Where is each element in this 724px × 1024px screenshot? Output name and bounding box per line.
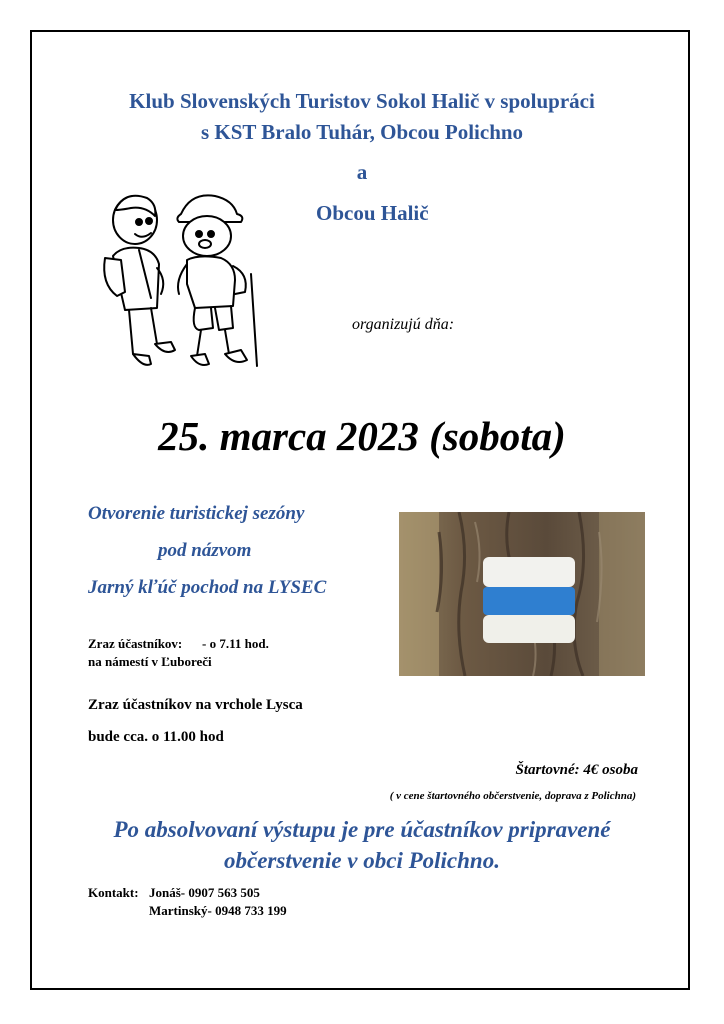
summit-line-2: bude cca. o 11.00 hod [88,729,224,745]
organizer-line-4: Obcou Halič [316,201,429,225]
event-date: 25. marca 2023 (sobota) [158,413,566,459]
trail-marker-photo [399,512,645,676]
event-title-line-2: pod názvom [158,540,252,561]
left-hiker [104,196,175,365]
contact-person-1: Jonáš- 0907 563 505 [149,885,260,900]
organizer-line-2: s KST Bralo Tuhár, Obcou Polichno [200,120,524,144]
marker-blue-stripe [483,587,575,615]
hikers-illustration [95,188,270,378]
meeting-label: Zraz účastníkov: [88,636,183,651]
after-line-1: Po absolvovaní výstupu je pre účastníkov pripravené [113,817,611,842]
meeting-place: na námestí v Ľuboreči [88,654,212,669]
right-hiker [177,195,257,366]
contact-person-2: Martinský- 0948 733 199 [149,903,287,918]
organizer-line-1: Klub Slovenských Turistov Sokol Halič v spolupráci [129,89,595,113]
event-title-line-1: Otvorenie turistickej sezóny [88,503,305,524]
summit-line-1: Zraz účastníkov na vrchole Lysca [88,697,303,713]
meeting-time: - o 7.11 hod. [202,636,269,651]
fee-note: ( v cene štartovného občerstvenie, doprava z Polichna) [389,790,636,802]
event-title-line-3: Jarný kľúč pochod na LYSEC [88,577,327,598]
intro-text: organizujú dňa: [352,316,455,333]
marker-white-bottom [483,615,575,643]
fee-text: Štartovné: 4€ osoba [515,762,638,778]
organizer-line-3: a [356,160,368,184]
marker-white-top [483,557,575,587]
contact-label: Kontakt: [88,885,139,900]
after-line-2: občerstvenie v obci Polichno. [224,848,500,873]
